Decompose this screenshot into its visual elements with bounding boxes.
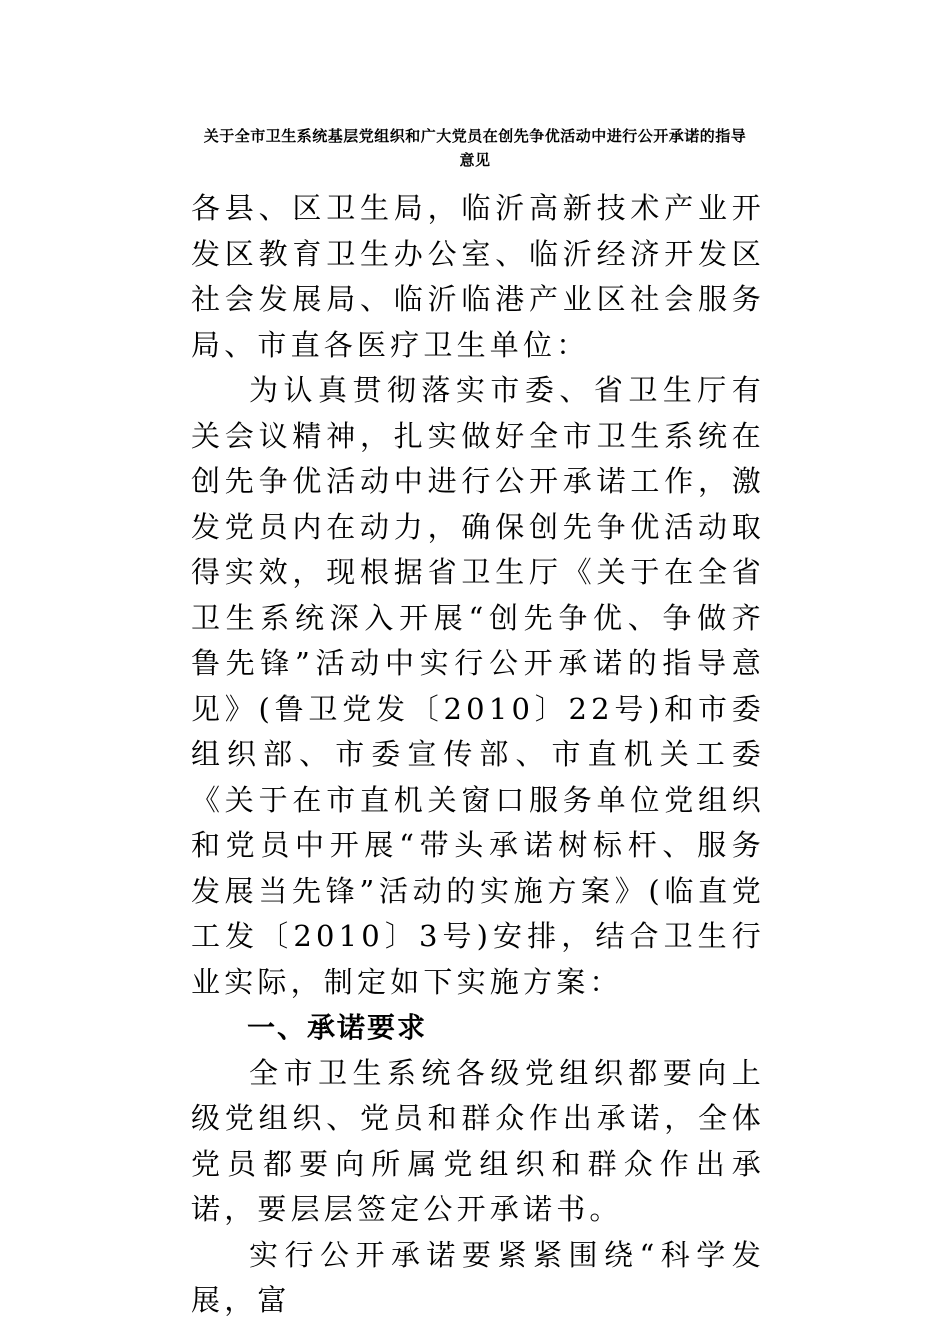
addressee-paragraph: 各县、区卫生局，临沂高新技术产业开发区教育卫生办公室、临沂经济开发区社会发展局、临沂临港产业区社会服务局、市直各医疗卫生单位：	[191, 191, 765, 362]
document-title-line-2: 意见	[459, 151, 491, 169]
section-heading-commitment-requirements: 一、承诺要求	[247, 1011, 428, 1044]
commitment-paragraph: 全市卫生系统各级党组织都要向上级党组织、党员和群众作出承诺，全体党员都要向所属党组织和群众作出承诺，要层层签定公开承诺书。	[191, 1055, 765, 1226]
document-title-line-1: 关于全市卫生系统基层党组织和广大党员在创先争优活动中进行公开承诺的指导	[203, 127, 747, 145]
commitment-focus-paragraph: 实行公开承诺要紧紧围绕“科学发展，富	[191, 1237, 765, 1317]
document-body	[191, 186, 765, 1324]
intro-paragraph: 为认真贯彻落实市委、省卫生厅有关会议精神，扎实做好全市卫生系统在创先争优活动中进行公开承诺工作，激发党员内在动力，确保创先争优活动取得实效，现根据省卫生厅《关于在全省卫生系统深入开展“创先争优、争做齐鲁先锋”活动中实行公开承诺的指导意见》(鲁卫党发〔2010〕22号)和市委组织部、市委宣传部、市直机关工委《关于在市直机关窗口服务单位党组织和党员中开展“带头承诺树标杆、服务发展当先锋”活动的实施方案》(临直党工发〔2010〕3号)安排，结合卫生行业实际，制定如下实施方案：	[191, 373, 765, 999]
document-title	[160, 124, 790, 172]
